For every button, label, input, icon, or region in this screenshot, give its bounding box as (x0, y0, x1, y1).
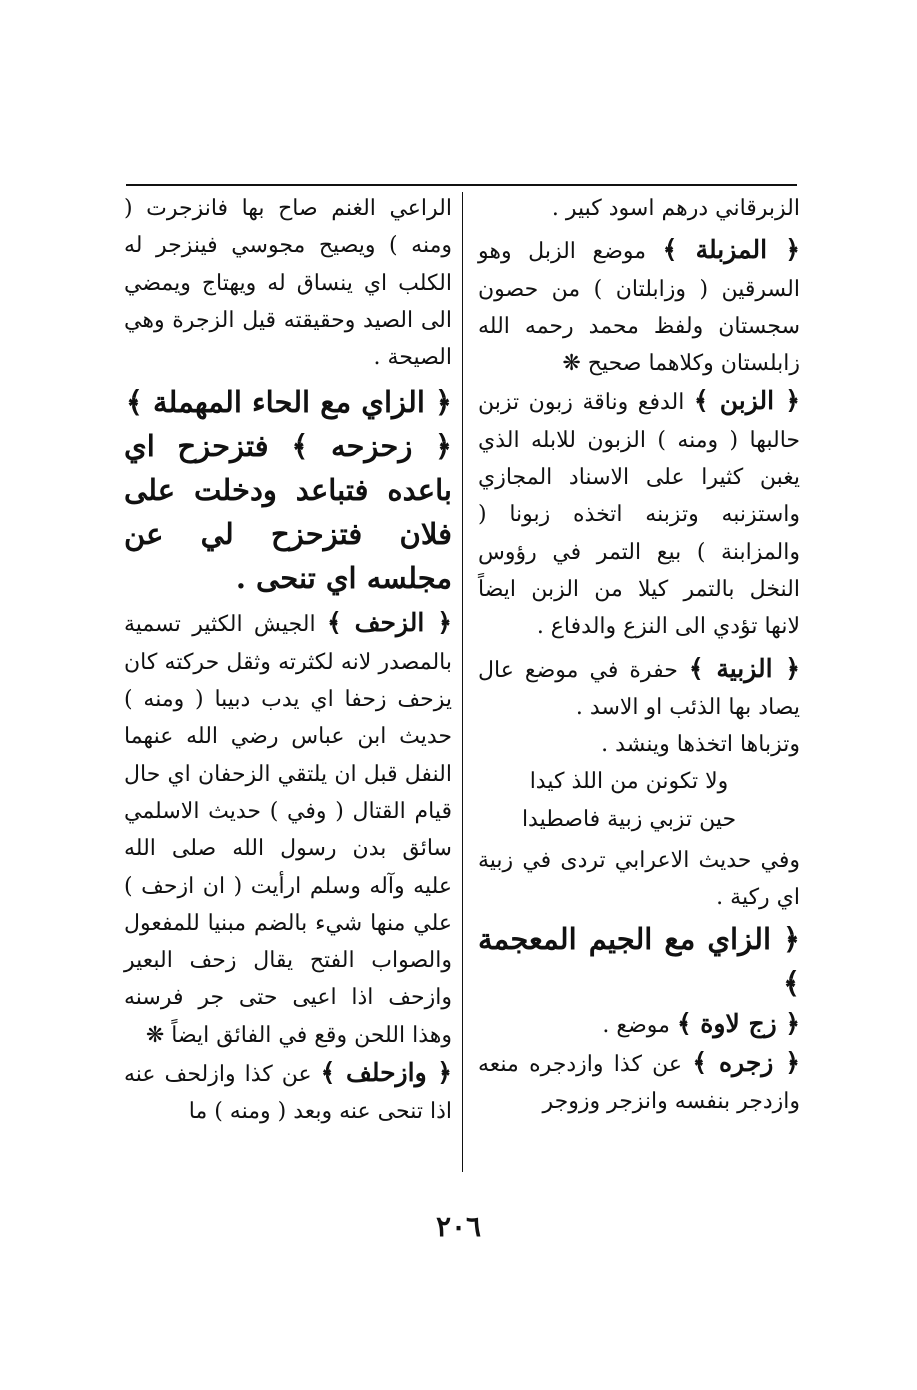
headword: ﴿ الزبية ﴾ (688, 653, 801, 683)
headword: ﴿ زج لاوة ﴾ (676, 1008, 800, 1038)
header-rule (126, 184, 797, 186)
entry-zubya (478, 650, 800, 727)
entry-mazbala (478, 231, 800, 382)
column-divider (462, 192, 463, 1172)
entry-izhalafa (124, 1054, 452, 1131)
headword: ﴿ زجره ﴾ (692, 1047, 800, 1077)
section-heading: ﴿ الزاي مع الجيم المعجمة ﴾ (478, 921, 800, 1000)
verse-line: ولا تكونن من اللذ كيدا (529, 769, 729, 795)
headword: ﴿ الزبن ﴾ (693, 386, 800, 416)
entry-text: فتزحزح اي باعده فتباعد ودخلت على فلان فتزحزح لي عن مجلسه اي تنحى . (124, 429, 452, 596)
entry-zabn (478, 382, 800, 645)
headword: ﴿ زحزحه ﴾ (291, 429, 452, 464)
entry-zajarahu (478, 1044, 800, 1121)
entry-zahf (124, 604, 452, 1054)
entry-text: عن كذا وازدجره منعه وازدجر بنفسه وانزجر وزوجر (478, 1051, 800, 1115)
verse-line: حين تزبي زبية فاصطيدا (521, 806, 737, 832)
entry-text: عن كذا وازلحف عنه اذا تنحى عنه وبعد ( ومنه ) ما (124, 1062, 452, 1125)
section-heading: ﴿ الزاي مع الحاء المهملة ﴾ (125, 385, 452, 420)
headword: ﴿ وازحلف ﴾ (320, 1058, 452, 1088)
paragraph: الراعي الغنم صاح بها فانزجرت ( ومنه ) ويصيح مجوسي فينزجر له الكلب اي ينساق له ويهتاج ويمضي الى الصيد وحقيقته قيل الزجرة وهي الصيحة . (124, 196, 452, 371)
paragraph: وتزباها اتخذها وينشد . (601, 732, 800, 758)
entry-text: الجيش الكثير تسمية بالمصدر لانه لكثرته وثقل حركته كان يزحف زحفا اي يدب دبيبا ( ومنه ) حديث ابن عباس رضي الله عنهما النفل قبل ان يلتقي الزحفان اي حال قيام القتال ( وفي ) حديث الاسلمي سائق بدن رسول الله صلى الله عليه وآله وسلم ارأيت ( ان ازحف ) علي منها شيء بالضم مبنيا للمفعول والصواب الفتح يقال زحف البعير وازحف اذا اعيى حتى جر فرسنه وهذا اللحن وقع في الفائق ايضاً ❋ (124, 612, 452, 1048)
entry-text: حفرة في موضع عال يصاد بها الذئب او الاسد . (478, 657, 800, 720)
left-column (124, 190, 452, 1131)
right-column (478, 190, 800, 1121)
entry-text: الدفع وناقة زبون تزبن حالبها ( ومنه ) الزبون للابله الذي يغبن كثيرا على الاسناد المجازي واستزنبه وتزبنه اتخذه زبونا ( والمزابنة ) بيع التمر في رؤوس النخل بالتمر كيلا من الزبن ايضاً لانها تؤدي الى النزع والدفاع . (478, 390, 800, 640)
paragraph: وفي حديث الاعرابي تردى في زبية اي ركية . (478, 848, 800, 911)
headword: ﴿ المزبلة ﴾ (662, 235, 801, 265)
entry-text: موضع الزبل وهو السرقين ( وزابلتان ) من حصون سجستان ولفظ محمد رحمه الله زابلستان وكلاهما صحيح ❋ (478, 239, 800, 377)
page-number: ٢٠٦ (435, 1210, 482, 1243)
entry-zajlawa (478, 1005, 800, 1044)
entry-zahzaha (124, 424, 452, 600)
paragraph: الزبرقاني درهم اسود كبير . (551, 196, 800, 221)
headword: ﴿ الزحف ﴾ (326, 608, 452, 638)
entry-text: موضع . (602, 1012, 670, 1038)
